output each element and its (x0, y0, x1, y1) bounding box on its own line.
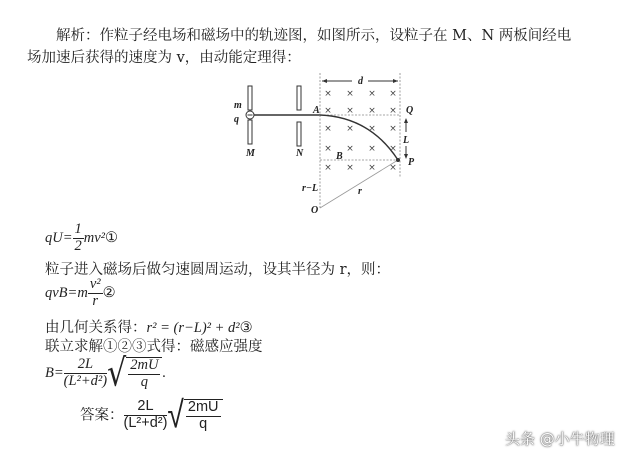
label-q: q (234, 114, 239, 125)
field-cross: × (389, 106, 397, 116)
intro-line-1: 解析：作粒子经电场和磁场中的轨迹图，如图所示，设粒子在 M、N 两板间经电 (56, 28, 572, 44)
plate-m-top (248, 86, 252, 110)
label-L: L (403, 135, 410, 146)
text-combine: 联立求解①②③式得：磁感应强度 (45, 339, 263, 355)
field-cross: × (324, 163, 332, 173)
intro-line-2: 场加速后获得的速度为 v，由动能定理得： (27, 50, 301, 66)
label-B: B (336, 151, 343, 162)
label-Q: Q (406, 105, 414, 116)
field-cross: × (346, 144, 354, 154)
field-cross: × (346, 89, 354, 99)
field-cross: × (346, 124, 354, 134)
field-cross: × (324, 89, 332, 99)
field-cross: × (368, 89, 376, 99)
field-cross: × (389, 124, 397, 134)
equation-1: qU= $\frac{1}{2}$ mv²① (45, 221, 119, 254)
label-P: P (408, 157, 415, 168)
field-cross: × (346, 163, 354, 173)
field-cross: × (346, 106, 354, 116)
plate-m-bottom (248, 120, 252, 144)
field-cross: × (324, 144, 332, 154)
equation-2: qvB=m $\frac{\text{v²}}{r}$ ② (45, 276, 116, 309)
equation-4: B= $\frac{2L}{\text{(L²+d²)}}$ √ $\frac{2mU}{q}$ . (45, 351, 167, 396)
plate-n-top (297, 86, 301, 110)
label-A: A (313, 105, 320, 116)
answer: 答案： $\frac{2L}{\text{(L²+d²)}}$ √ $\frac{2mU}{q}$ (80, 398, 223, 433)
label-d: d (358, 76, 363, 87)
point-p (396, 158, 400, 162)
field-cross: × (389, 163, 397, 173)
field-cross: × (368, 144, 376, 154)
field-cross: × (389, 144, 397, 154)
field-cross: × (368, 124, 376, 134)
plate-n-bottom (297, 122, 301, 146)
field-cross: × (324, 124, 332, 134)
label-r-minus-L: r−L (302, 183, 319, 194)
text-circular-motion: 粒子进入磁场后做匀速圆周运动，设其半径为 r，则： (45, 262, 391, 278)
watermark: 头条 @小牛物理 (505, 430, 615, 448)
label-r: r (358, 186, 362, 197)
field-cross: × (368, 106, 376, 116)
field-cross: × (324, 106, 332, 116)
equation-3: 由几何关系得：r² = (r−L)² + d²③ (45, 320, 253, 336)
label-N: N (296, 148, 304, 159)
trajectory-diagram (220, 70, 430, 220)
field-cross: × (389, 89, 397, 99)
label-M: M (246, 148, 255, 159)
label-m: m (234, 100, 242, 111)
label-O: O (311, 205, 319, 216)
field-cross: × (368, 163, 376, 173)
